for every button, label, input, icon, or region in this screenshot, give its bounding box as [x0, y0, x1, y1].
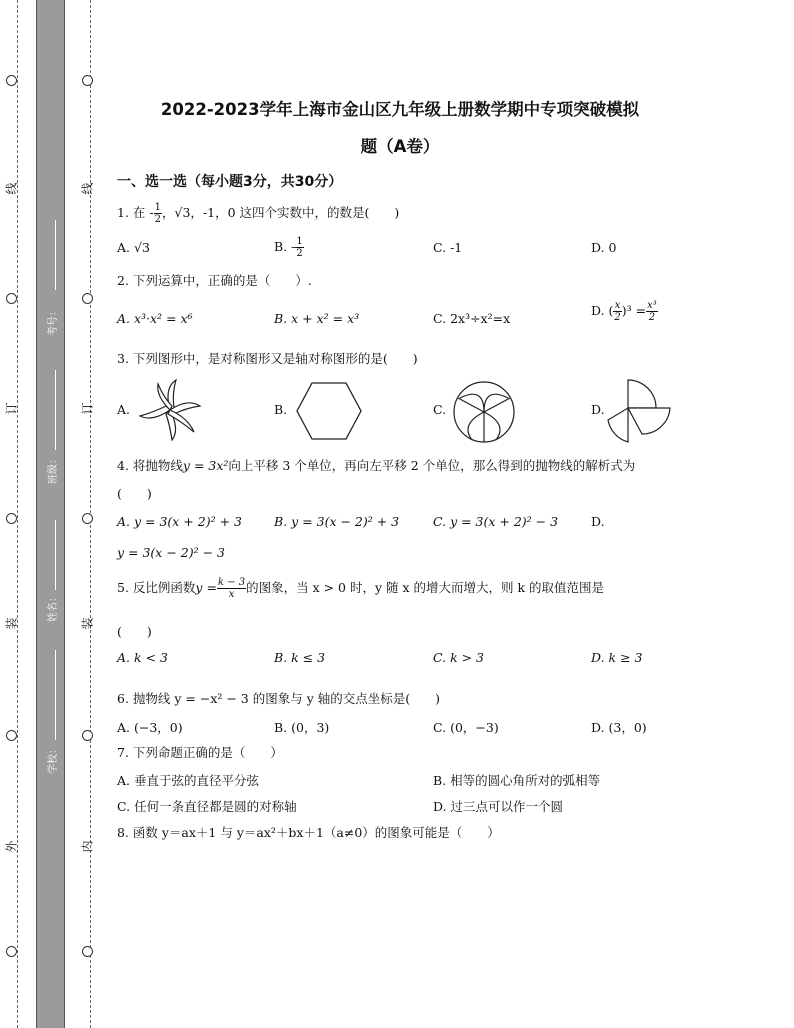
circle-trefoil-figure — [452, 380, 516, 444]
outer-cut-line — [17, 0, 18, 1028]
margin-char-ding: 订 — [80, 402, 95, 415]
section-heading: 一、选一选（每小题3分，共30分） — [117, 174, 343, 190]
binding-hole — [82, 946, 93, 957]
binding-hole — [6, 946, 17, 957]
field-line-school[interactable] — [55, 650, 56, 740]
margin-char-xian: 线 — [4, 182, 19, 195]
q3-option-c-label[interactable]: C. — [433, 402, 447, 417]
q6-option-c[interactable]: C. (0，−3) — [433, 720, 499, 735]
q2-option-a[interactable]: A. x³·x² = x⁶ — [117, 311, 193, 326]
q5-option-a[interactable]: A. k < 3 — [117, 650, 168, 665]
q5-option-b[interactable]: B. k ≤ 3 — [274, 650, 326, 665]
page-title-line2: 题（A卷） — [360, 137, 440, 156]
q6-option-a[interactable]: A. (−3，0) — [117, 720, 183, 735]
question-1-stem: 1. 在 - $\frac{1}{2}$ ，√3，-1，0 这四个实数中，的数是( ) — [117, 202, 400, 225]
margin-char-zhuang: 装 — [80, 617, 95, 630]
q6-option-d[interactable]: D. (3，0) — [591, 720, 647, 735]
three-sector-figure — [606, 376, 674, 444]
q4-option-c[interactable]: C. y = 3(x + 2)² − 3 — [433, 514, 559, 529]
q4-option-d[interactable]: D. — [591, 514, 605, 529]
field-line-name[interactable] — [55, 520, 56, 590]
question-5-blank: ( ) — [117, 624, 152, 639]
question-6-stem: 6. 抛物线 y = −x² − 3 的图象与 y 轴的交点坐标是( ) — [117, 691, 440, 706]
q1-option-c[interactable]: C. -1 — [433, 240, 463, 255]
q6-option-b[interactable]: B. (0，3) — [274, 720, 330, 735]
q3-option-a-label[interactable]: A. — [117, 402, 131, 417]
margin-char-wai: 外 — [4, 840, 19, 853]
q2-option-b[interactable]: B. x + x² = x³ — [274, 311, 360, 326]
margin-char-ding: 订 — [4, 402, 19, 415]
binding-hole — [82, 75, 93, 86]
q3-option-d-label[interactable]: D. — [591, 402, 605, 417]
field-label-name: 姓名： — [48, 592, 59, 622]
question-4-stem: 4. 将抛物线y = 3x²向上平移 3 个单位，再向左平移 2 个单位，那么得到的抛物线的解析式为 — [117, 458, 636, 473]
question-4-blank: ( ) — [117, 486, 152, 501]
q1-option-b[interactable]: B. - $\frac{1}{2}$ — [274, 236, 303, 259]
binding-strip — [36, 0, 65, 1028]
q1-option-a[interactable]: A. √3 — [117, 240, 150, 255]
binding-hole — [6, 293, 17, 304]
q3-option-b-label[interactable]: B. — [274, 402, 288, 417]
question-8-stem: 8. 函数 y＝ax＋1 与 y＝ax²＋bx＋1（a≠0）的图象可能是（ ） — [117, 825, 500, 840]
binding-hole — [6, 75, 17, 86]
q4-option-a[interactable]: A. y = 3(x + 2)² + 3 — [117, 514, 242, 529]
margin-char-xian: 线 — [80, 182, 95, 195]
q5-option-d[interactable]: D. k ≥ 3 — [591, 650, 643, 665]
field-line-class[interactable] — [55, 370, 56, 450]
q1-option-d[interactable]: D. 0 — [591, 240, 617, 255]
binding-hole — [82, 513, 93, 524]
q2-option-d[interactable]: D. ( $\frac{x}{2}$ )³ = $\frac{\text{x³}}{2}$ — [591, 300, 657, 323]
question-5-stem: 5. 反比例函数y = $\frac{k - 3}{x}$ 的图象，当 x > 0 时，y 随 x 的增大而增大，则 k 的取值范围是 — [117, 577, 605, 600]
binding-hole — [6, 513, 17, 524]
field-label-class: 班级： — [48, 454, 59, 484]
q7-option-c[interactable]: C. 任何一条直径都是圆的对称轴 — [117, 799, 297, 814]
hexagon-figure — [295, 381, 363, 441]
question-7-stem: 7. 下列命题正确的是（ ） — [117, 745, 283, 760]
q7-option-a[interactable]: A. 垂直于弦的直径平分弦 — [117, 773, 259, 788]
q7-option-d[interactable]: D. 过三点可以作一个圆 — [433, 799, 564, 814]
field-label-school: 学校： — [48, 744, 59, 774]
binding-hole — [6, 730, 17, 741]
binding-hole — [82, 730, 93, 741]
margin-char-zhuang: 装 — [4, 617, 19, 630]
field-label-exam-number: 考号： — [48, 306, 59, 336]
pinwheel-figure — [136, 378, 204, 442]
margin-char-nei: 内 — [80, 840, 95, 853]
q7-option-b[interactable]: B. 相等的圆心角所对的弧相等 — [433, 773, 601, 788]
q4-option-d-expr[interactable]: y = 3(x − 2)² − 3 — [117, 545, 225, 560]
q2-option-c[interactable]: C. 2x³÷x²=x — [433, 311, 511, 326]
question-3-stem: 3. 下列图形中，是对称图形又是轴对称图形的是( ) — [117, 351, 418, 366]
binding-hole — [82, 293, 93, 304]
q5-option-c[interactable]: C. k > 3 — [433, 650, 485, 665]
q4-option-b[interactable]: B. y = 3(x − 2)² + 3 — [274, 514, 400, 529]
field-line-exam-number[interactable] — [55, 220, 56, 290]
question-2-stem: 2. 下列运算中，正确的是（ ）. — [117, 273, 312, 288]
page-title-line1: 2022-2023学年上海市金山区九年级上册数学期中专项突破模拟 — [160, 100, 640, 119]
